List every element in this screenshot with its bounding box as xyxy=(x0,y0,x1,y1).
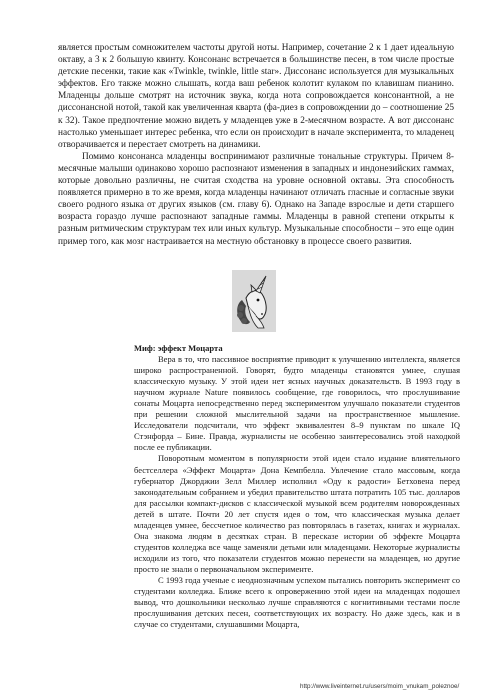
box-paragraph-since-1993: С 1993 года ученые с неоднозначным успехом пытались повторить эксперимент со студентами колледжа. Ближе всего к опровержению этой идеи на младенцах подошел вывод, что дошкольники несколько лучше справляются с когнитивными тестами после прослушивания детских песен, соответствующих их возрасту. Но даже здесь, как и в случае со студентами, слушавшими Моцарта, xyxy=(134,574,460,630)
box-title: Миф: эффект Моцарта xyxy=(134,343,223,353)
footer-url[interactable]: http://www.liveinternet.ru/users/moim_vnukam_poleznoe/ xyxy=(300,683,460,690)
paragraph-consonance: является простым сомножителем частоты другой ноты. Например, сочетание 2 к 1 дает идеальную октаву, а 3 к 2 большую квинту. Консонанс встречается в большинстве песен, в том числе простые детские песенки, такие как «Twinkle, twinkle, little star». Диссонанс используется для музыкальных эффектов. Его также можно слышать, когда ваш ребенок колотит кулаком по клавишам пианино. Младенцы дольше смотрят на источник звука, когда нота сопровождается консонантной, а не диссонансной нотой, такой как увеличенная кварта (фа-диез в сопровождении до – соотношение 25 к 32). Такое предпочтение можно видеть у младенцев уже в 2-месячном возрасте. А вот диссонанс настолько уменьшает интерес ребенка, что если он происходит в начале эксперимента, то младенец отворачивается и перестает смотреть на динамики. xyxy=(58,43,454,150)
unicorn-head-icon xyxy=(232,270,276,332)
box-paragraph-belief: Вера в то, что пассивное восприятие приводит к улучшению интеллекта, является широко распространенной. Говорят, будто младенцы становятся умнее, слушая классическую музыку. У этой идеи нет ясных научных доказательств. В 1993 году в научном журнале Nature появилось сообщение, где говорилось, что прослушивание сонаты Моцарта непосредственно перед экспериментом улучшало показатели студентов при решении сложной мыслительной задачи на пространственное мышление. Исследователи подсчитали, что эффект эквивалентен 8–9 пунктам по шкале IQ Стэнфорда – Бине. Правда, журналисты не особенно заинтересовались этой находкой после ее публикации. xyxy=(134,354,460,453)
paragraph-tonal-structures: Помимо консонанса младенцы воспринимают различные тональные структуры. Причем 8-месячные малыши одинаково хорошо распознают изменения в западных и индонезийских гаммах, которые довольно различны, не считая сходства на уровне основной октавы. Эта способность появляется примерно в то же время, когда младенцы начинают отличать гласные и согласные звуки своего родного языка от других языков (см. главу 6). Однако на Западе взрослые и дети старшего возраста гораздо лучше распознают западные гаммы. Младенцы в равной степени открыты к разным ритмическим структурам тех или иных культур. Музыкальные способности – это еще один пример того, как мозг настраивается на местную обстановку в процессе своего развития. xyxy=(58,151,454,247)
main-text xyxy=(58,42,454,248)
unicorn-emblem xyxy=(232,270,276,332)
sidebar-box-mozart-effect xyxy=(134,343,460,630)
box-paragraph-turning-point: Поворотным моментом в популярности этой идеи стало издание влиятельного бестселлера «Эффект Моцарта» Дона Кемпбелла. Увлечение стало массовым, когда губернатор Джорджии Зелл Миллер исполнил «Оду к радости» Бетховена перед законодательным собранием и убедил правительство штата потратить 105 тыс. долларов для рассылки компакт-дисков с классической музыкой всем родителям новорожденных детей в штате. Почти 20 лет спустя идея о том, что классическая музыка делает младенцев умнее, бессчетное количество раз повторялась в газетах, книгах и журналах. Она знакома людям в десятках стран. В пересказе истории об эффекте Моцарта студентов колледжа все чаще заменяли детьми или младенцами. Некоторые журналисты исходили из того, что показатели студентов можно перенести на младенцев, но другие просто не знали о первоначальном эксперименте. xyxy=(134,453,460,574)
